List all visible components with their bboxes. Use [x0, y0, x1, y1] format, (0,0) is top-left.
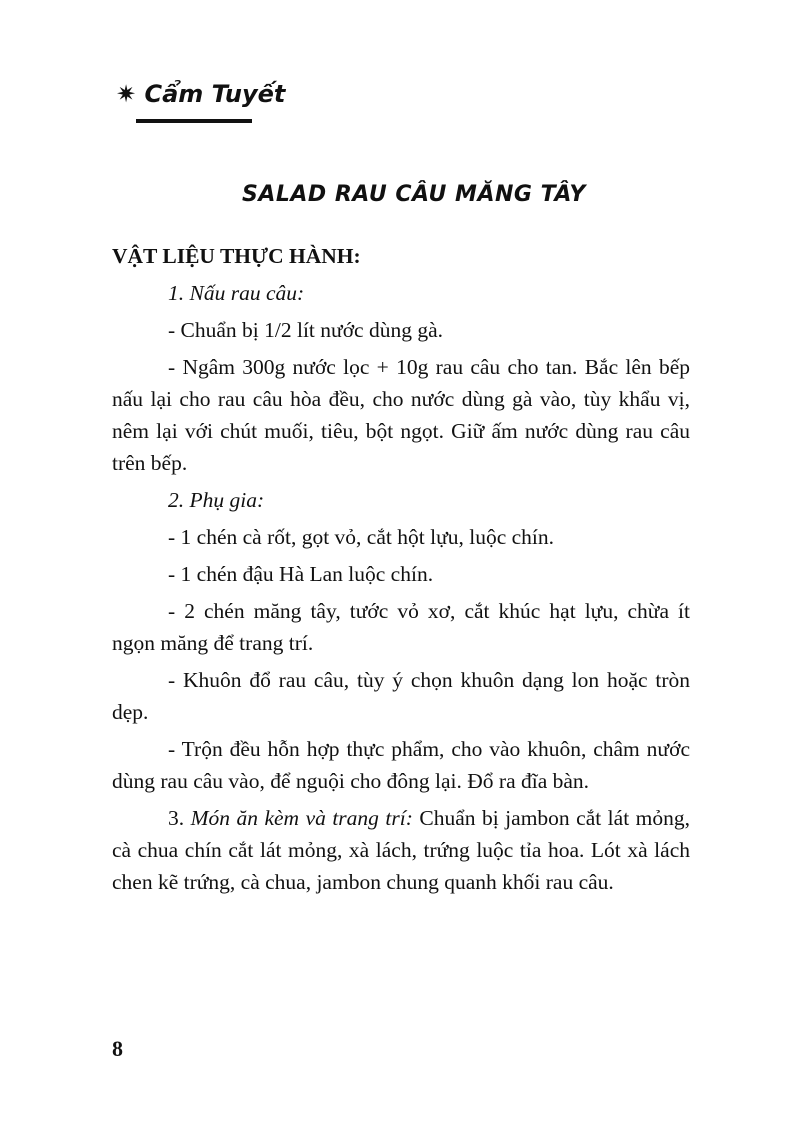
list-item: - Ngâm 300g nước lọc + 10g rau câu cho tan. Bắc lên bếp nấu lại cho rau câu hòa đều, cho nước dùng gà vào, tùy khẩu vị, nêm lại với chút muối, tiêu, bột ngọt. Giữ ấm nước dùng rau câu trên bếp. [112, 355, 690, 475]
recipe-body [112, 234, 690, 898]
subsection-2-heading [112, 484, 690, 516]
subsection-3-number: 3. [168, 806, 185, 830]
page-number: 8 [112, 1036, 123, 1061]
subsection-3-heading: Món ăn kèm và trang trí: [190, 806, 413, 830]
subsection-3-text: Chuẩn bị jambon cắt lát mỏng, cà chua chín cắt lát mỏng, xà lách, trứng luộc tỉa hoa. Lót xà lách chen kẽ trứng, cà chua, jambon chung quanh khối rau câu. [112, 806, 691, 894]
subsection-2-heading-text: 2. Phụ gia: [168, 488, 265, 512]
subsection-3-paragraph [112, 802, 690, 898]
materials-heading: VẬT LIỆU THỰC HÀNH: [112, 244, 361, 268]
subsection-1-heading-text: 1. Nấu rau câu: [168, 281, 305, 305]
list-item: - Khuôn đổ rau câu, tùy ý chọn khuôn dạng lon hoặc tròn dẹp. [112, 668, 690, 724]
list-item: - Trộn đều hỗn hợp thực phẩm, cho vào khuôn, châm nước dùng rau câu vào, để nguội cho đông lại. Đổ ra đĩa bàn. [112, 737, 690, 793]
author-header: ✷ Cẩm Tuyết [116, 80, 286, 108]
list-item: - Chuẩn bị 1/2 lít nước dùng gà. [168, 318, 444, 342]
list-item: - 2 chén măng tây, tước vỏ xơ, cắt khúc hạt lựu, chừa ít ngọn măng để trang trí. [112, 599, 690, 655]
header-underline [136, 119, 252, 123]
list-item: - 1 chén cà rốt, gọt vỏ, cắt hột lựu, luộc chín. [168, 525, 555, 549]
recipe-title: SALAD RAU CÂU MĂNG TÂY [242, 182, 586, 207]
list-item: - 1 chén đậu Hà Lan luộc chín. [168, 562, 434, 586]
subsection-1-heading [112, 277, 690, 309]
